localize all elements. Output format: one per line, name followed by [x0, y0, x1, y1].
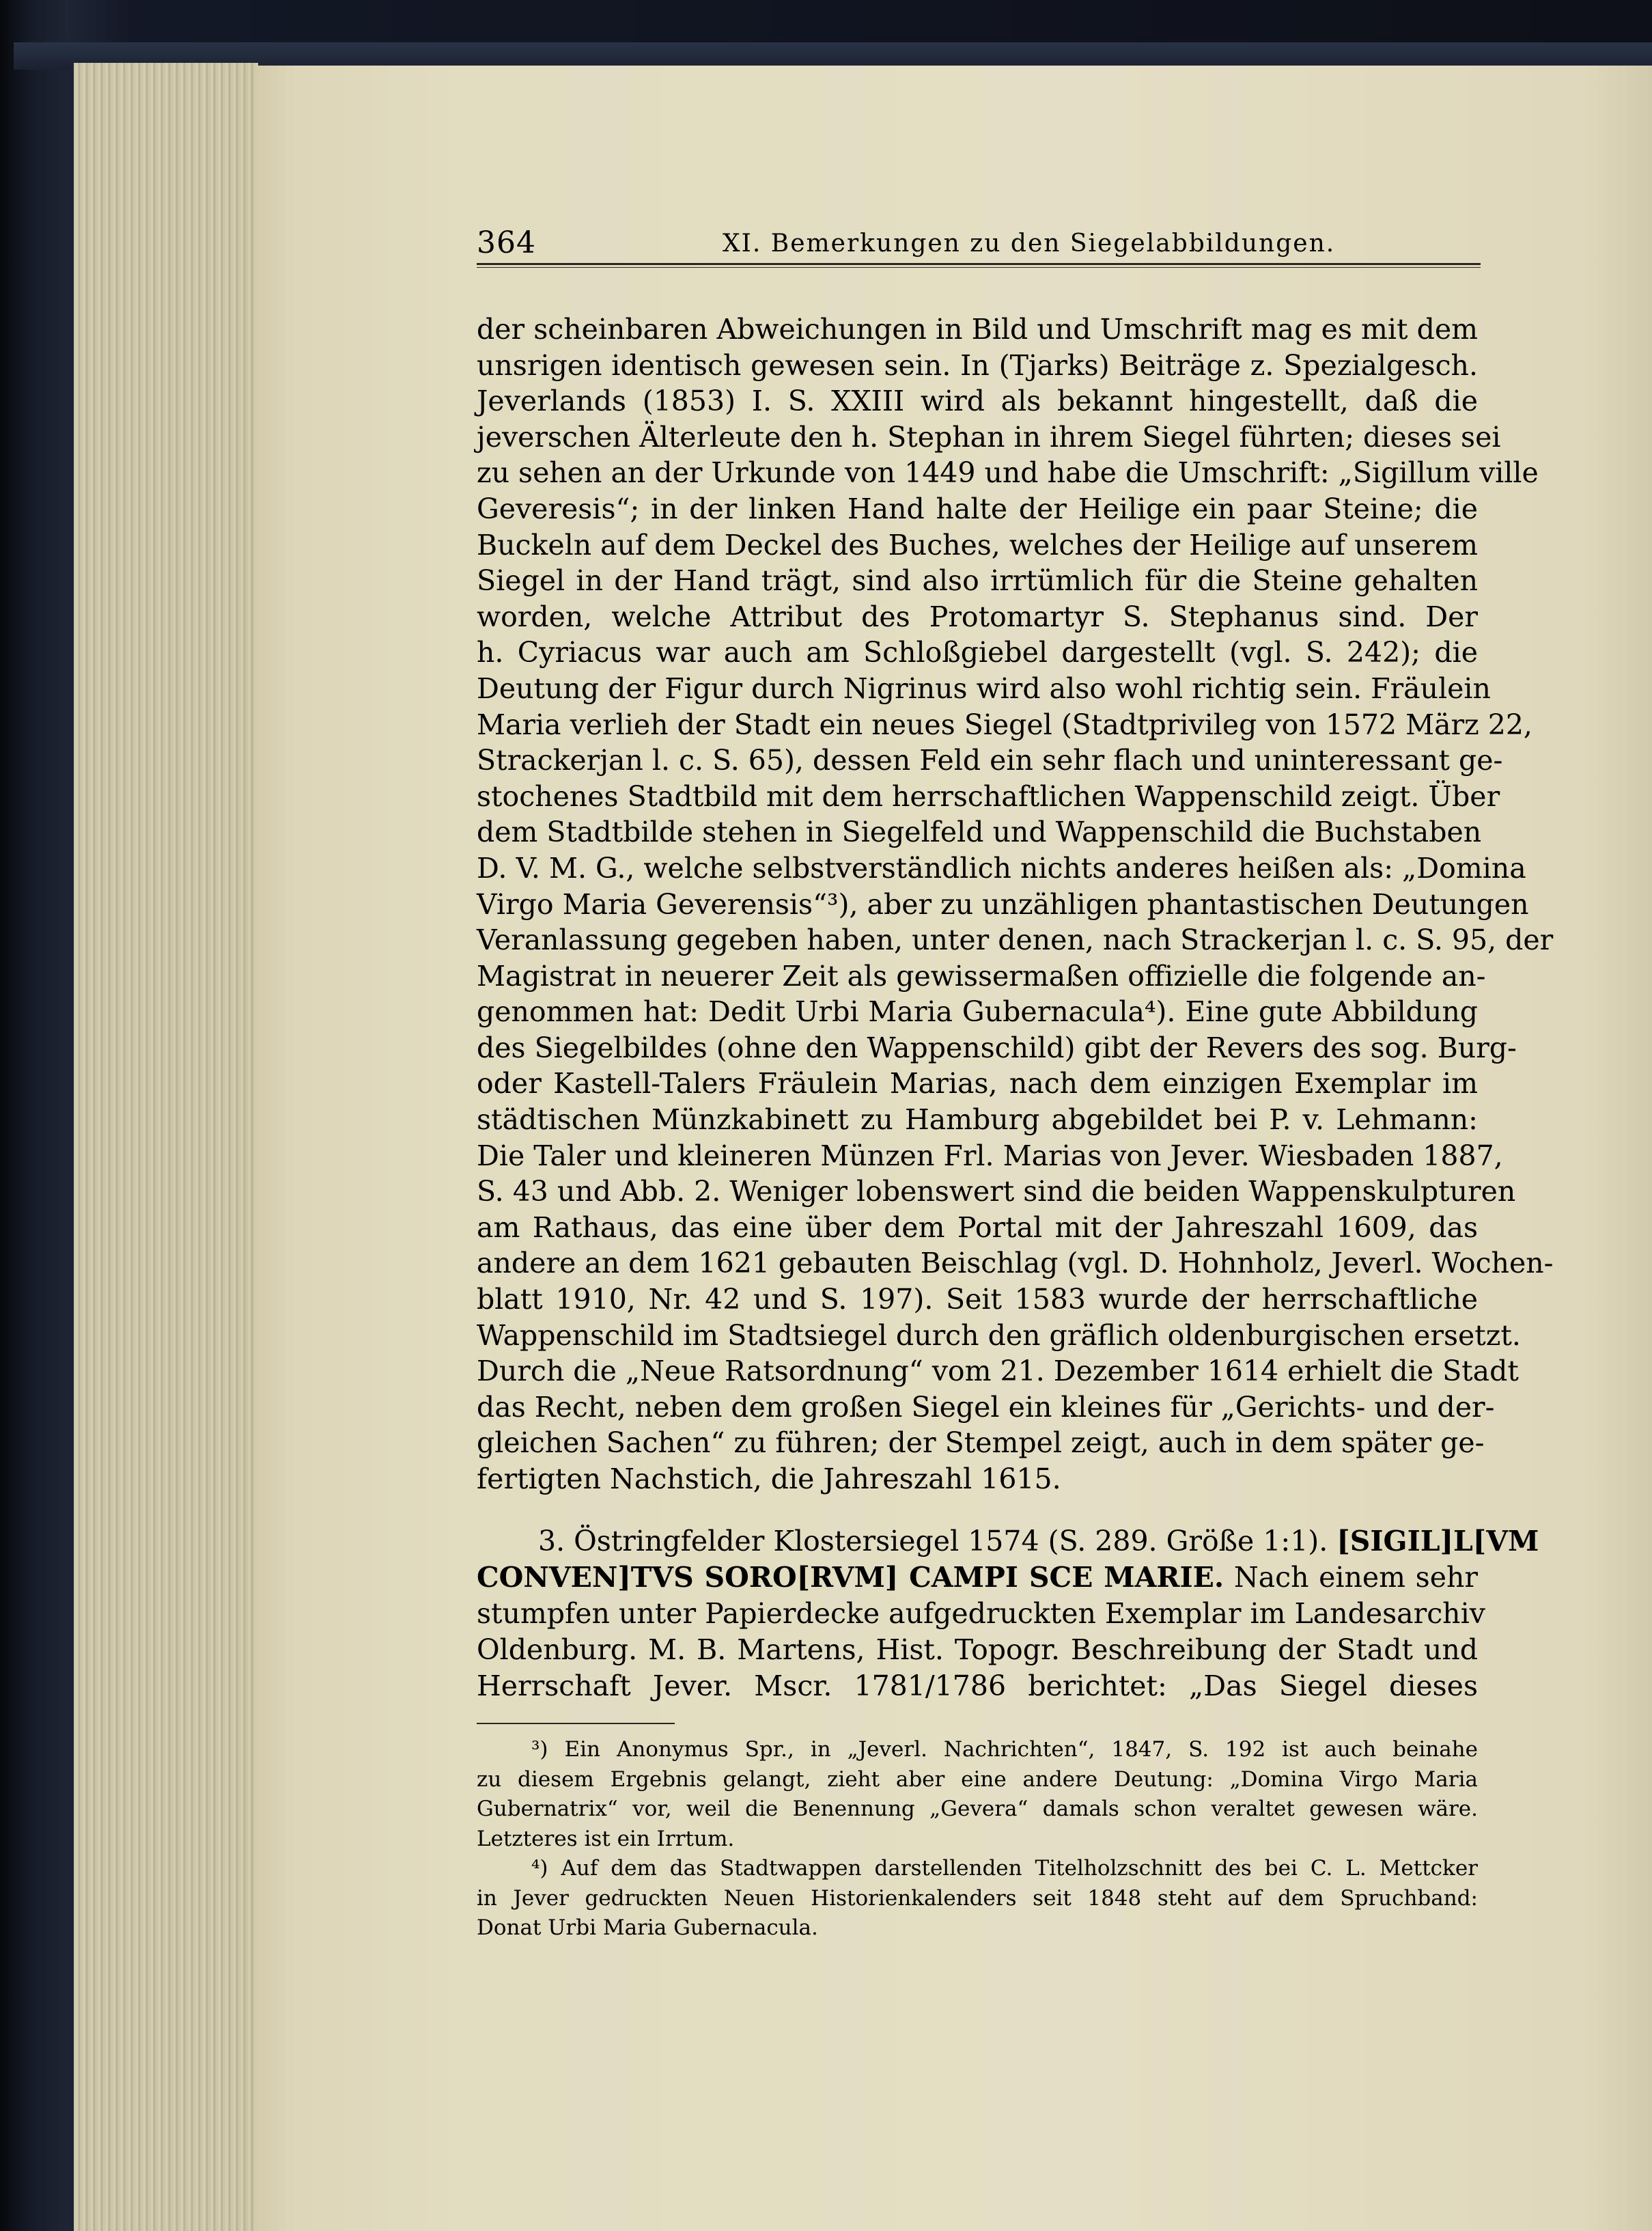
- running-title: XI. Bemerkungen zu den Siegelabbildungen.: [723, 230, 1336, 258]
- footnote-line: Gubernatrix“ vor, weil die Benennung „Gevera“ damals schon veraltet gewesen wäre.: [477, 1797, 1478, 1821]
- body-line: Maria verlieh der Stadt ein neues Siegel (Stadtprivileg von 1572 März 22,: [477, 708, 1532, 741]
- footnote-line: in Jever gedruckten Neuen Historienkalenders seit 1848 steht auf dem Spruchband:: [477, 1885, 1478, 1911]
- section-3-line: stumpfen unter Papierdecke aufgedruckten Exemplar im Landesarchiv: [477, 1597, 1485, 1630]
- section-3-line: 3. Östringfelder Klostersiegel 1574 (S. 289. Größe 1:1). [SIGIL]L[VM: [538, 1525, 1539, 1557]
- body-line: der scheinbaren Abweichungen in Bild und Umschrift mag es mit dem: [477, 313, 1478, 346]
- body-text: [477, 311, 1554, 1497]
- body-line: Durch die „Neue Ratsordnung“ vom 21. Dezember 1614 erhielt die Stadt: [477, 1355, 1519, 1388]
- body-line: worden, welche Attribut des Protomartyr S. Stephanus sind. Der: [477, 600, 1478, 633]
- page-number: 364: [477, 225, 536, 260]
- body-line: jeverschen Älterleute den h. Stephan in ihrem Siegel führten; dieses sei: [477, 420, 1501, 454]
- section-3-line: Oldenburg. M. B. Martens, Hist. Topogr. Beschreibung der Stadt und: [477, 1633, 1478, 1666]
- footnote-line: ³) Ein Anonymus Spr., in „Jeverl. Nachrichten“, 1847, S. 192 ist auch beinahe: [531, 1737, 1478, 1762]
- body-line: Deutung der Figur durch Nigrinus wird also wohl richtig sein. Fräulein: [477, 671, 1491, 705]
- page-header: [477, 220, 1478, 261]
- body-line: unsrigen identisch gewesen sein. In (Tjarks) Beiträge z. Spezialgesch.: [477, 348, 1478, 382]
- body-line: Die Taler und kleineren Münzen Frl. Marias von Jever. Wiesbaden 1887,: [477, 1139, 1503, 1172]
- body-line: genommen hat: Dedit Urbi Maria Gubernacula⁴). Eine gute Abbildung: [477, 995, 1478, 1029]
- page-edges: [74, 63, 258, 2231]
- body-line: das Recht, neben dem großen Siegel ein kleines für „Gerichts- und der-: [477, 1390, 1495, 1424]
- body-line: Virgo Maria Geverensis“³), aber zu unzähligen phantastischen Deutungen: [477, 887, 1529, 921]
- section-3-line: CONVEN]TVS SORO[RVM] CAMPI SCE MARIE. Nach einem sehr: [477, 1561, 1478, 1594]
- footnote-rule: [477, 1723, 675, 1724]
- body-line: dem Stadtbilde stehen in Siegelfeld und Wappenschild die Buchstaben: [477, 816, 1482, 849]
- footnote-line: Donat Urbi Maria Gubernacula.: [477, 1915, 818, 1940]
- body-line: Jeverlands (1853) I. S. XXIII wird als bekannt hingestellt, daß die: [477, 385, 1478, 418]
- header-rule: [477, 263, 1481, 268]
- footnote-4: [477, 1854, 1478, 1943]
- footnote-line: Letzteres ist ein Irrtum.: [477, 1826, 735, 1851]
- body-line: D. V. M. G., welche selbstverständlich nichts anderes heißen als: „Domina: [477, 851, 1526, 885]
- body-line: Strackerjan l. c. S. 65), dessen Feld ein sehr flach und uninteressant ge-: [477, 744, 1503, 777]
- section-3: [477, 1523, 1539, 1704]
- body-line: S. 43 und Abb. 2. Weniger lobenswert sind die beiden Wappenskulpturen: [477, 1175, 1516, 1208]
- body-line: stochenes Stadtbild mit dem herrschaftlichen Wappenschild zeigt. Über: [477, 779, 1500, 813]
- body-line: oder Kastell-Talers Fräulein Marias, nach dem einzigen Exemplar im: [477, 1067, 1478, 1100]
- body-line: fertigten Nachstich, die Jahreszahl 1615.: [477, 1463, 1061, 1495]
- body-line: des Siegelbildes (ohne den Wappenschild) gibt der Revers des sog. Burg-: [477, 1031, 1517, 1064]
- body-line: Siegel in der Hand trägt, sind also irrtümlich für die Steine gehalten: [477, 564, 1478, 598]
- footnote-3: [477, 1735, 1478, 1854]
- footnote-line: zu diesem Ergebnis gelangt, zieht aber eine andere Deutung: „Domina Virgo Maria: [477, 1766, 1478, 1792]
- body-line: zu sehen an der Urkunde von 1449 und habe die Umschrift: „Sigillum ville: [477, 456, 1539, 490]
- body-line: am Rathaus, das eine über dem Portal mit der Jahreszahl 1609, das: [477, 1210, 1478, 1244]
- body-line: gleichen Sachen“ zu führen; der Stempel zeigt, auch in dem später ge-: [477, 1426, 1485, 1460]
- body-line: Wappenschild im Stadtsiegel durch den gräflich oldenburgischen ersetzt.: [477, 1318, 1521, 1352]
- footnotes: [477, 1735, 1478, 1943]
- section-3-line: Herrschaft Jever. Mscr. 1781/1786 berichtet: „Das Siegel dieses: [477, 1669, 1478, 1702]
- body-line: andere an dem 1621 gebauten Beischlag (vgl. D. Hohnholz, Jeverl. Wochen-: [477, 1247, 1554, 1280]
- body-line: Magistrat in neuerer Zeit als gewissermaßen offizielle die folgende an-: [477, 959, 1486, 993]
- body-line: blatt 1910, Nr. 42 und S. 197). Seit 1583 wurde der herrschaftliche: [477, 1283, 1478, 1316]
- body-line: städtischen Münzkabinett zu Hamburg abgebildet bei P. v. Lehmann:: [477, 1103, 1478, 1137]
- body-line: h. Cyriacus war auch am Schloßgiebel dargestellt (vgl. S. 242); die: [477, 636, 1478, 669]
- body-line: Geveresis“; in der linken Hand halte der Heilige ein paar Steine; die: [477, 492, 1478, 525]
- body-line: Veranlassung gegeben haben, unter denen, nach Strackerjan l. c. S. 95, der: [477, 924, 1554, 957]
- body-line: Buckeln auf dem Deckel des Buches, welches der Heilige auf unserem: [477, 528, 1478, 562]
- footnote-line: ⁴) Auf dem das Stadtwappen darstellenden Titelholzschnitt des bei C. L. Mettcker: [531, 1856, 1478, 1881]
